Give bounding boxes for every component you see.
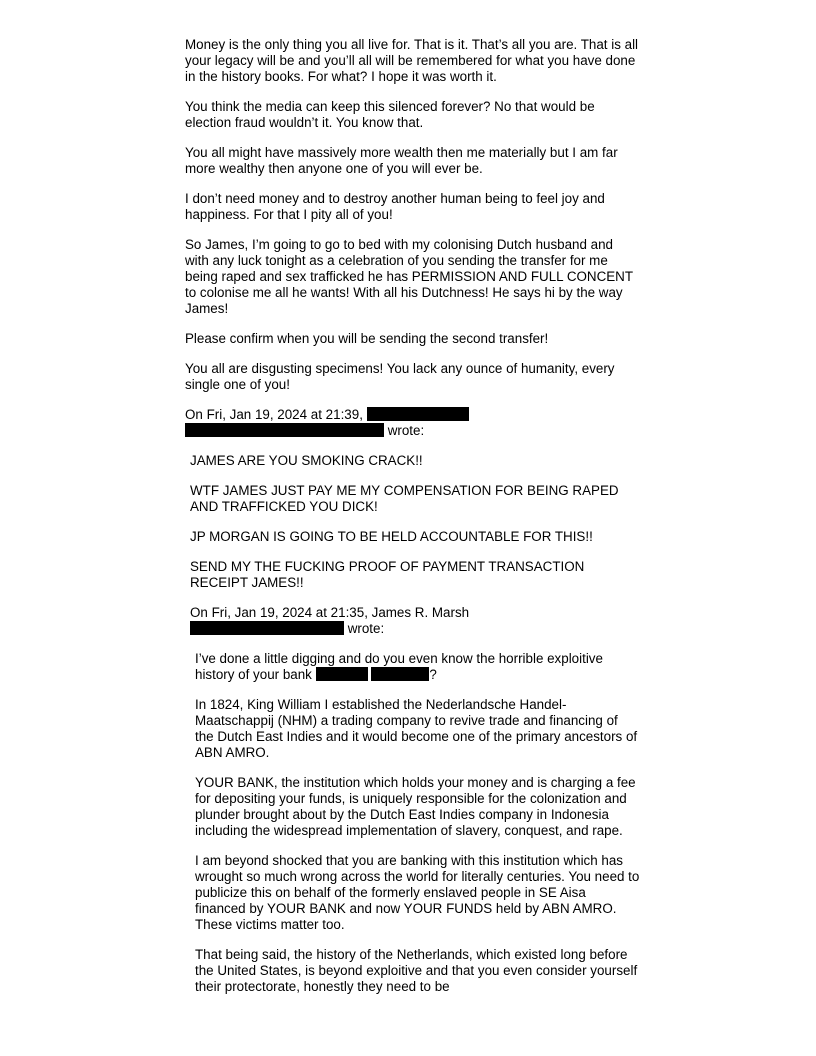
quote-header-prefix: On Fri, Jan 19, 2024 at 21:35, James R. Marsh xyxy=(190,605,470,620)
paragraph: SEND MY THE FUCKING PROOF OF PAYMENT TRANSACTION RECEIPT JAMES!! xyxy=(190,559,585,590)
paragraph: I am beyond shocked that you are banking with this institution which has wrought so much wrong across the world for literally centuries. You need to publicize this on behalf of the formerly enslaved people in SE Aisa financed by YOUR BANK and now YOUR FUNDS held by ABN AMRO. These victims matter too. xyxy=(195,853,640,932)
email-document xyxy=(185,37,640,1009)
outer-message xyxy=(185,37,640,439)
quote-header xyxy=(190,605,640,637)
quote-header-suffix: wrote: xyxy=(347,621,385,636)
paragraph: You all might have massively more wealth then me materially but I am far more wealthy then anyone one of you will ever be. xyxy=(185,145,618,176)
redaction-bar xyxy=(316,667,368,681)
paragraph: YOUR BANK, the institution which holds your money and is charging a fee for depositing your funds, is uniquely responsible for the colonization and plunder brought about by the Dutch East Indies company in Indonesia including the widespread implementation of slavery, conquest, and rape. xyxy=(195,775,636,838)
quote-header-suffix: wrote: xyxy=(387,423,425,438)
paragraph: You think the media can keep this silenced forever? No that would be election fraud wouldn’t it. You know that. xyxy=(185,99,595,130)
quote-header-prefix: On Fri, Jan 19, 2024 at 21:39, xyxy=(185,407,363,422)
redaction-bar xyxy=(367,407,469,421)
quote-header xyxy=(185,407,640,439)
paragraph: I don’t need money and to destroy another human being to feel joy and happiness. For that I pity all of you! xyxy=(185,191,605,222)
paragraph: So James, I’m going to go to bed with my colonising Dutch husband and with any luck tonight as a celebration of you sending the transfer for me being raped and sex trafficked he has PERMISSION AND FULL CONCENT to colonise me all he wants! With all his Dutchness! He says hi by the way James! xyxy=(185,237,633,316)
paragraph: WTF JAMES JUST PAY ME MY COMPENSATION FOR BEING RAPED AND TRAFFICKED YOU DICK! xyxy=(190,483,619,514)
redaction-bar xyxy=(185,423,384,437)
paragraph: Money is the only thing you all live for. That is it. That’s all you are. That is all your legacy will be and you’ll all will be remembered for what you have done in the history books. For what? I hope it was worth it. xyxy=(185,37,639,84)
quoted-reply-1 xyxy=(190,453,640,995)
paragraph: In 1824, King William I established the Nederlandsche Handel-Maatschappij (NHM) a trading company to revive trade and financing of the Dutch East Indies and it would become one of the primary ancestors of ABN AMRO. xyxy=(195,697,638,760)
paragraph: Please confirm when you will be sending the second transfer! xyxy=(185,331,549,346)
quoted-reply-2 xyxy=(195,651,640,995)
paragraph: JAMES ARE YOU SMOKING CRACK!! xyxy=(190,453,423,468)
paragraph: That being said, the history of the Netherlands, which existed long before the United States, is beyond exploitive and that you even consider yourself their protectorate, honestly they need to be xyxy=(195,947,638,994)
redaction-bar xyxy=(190,621,344,635)
paragraph: You all are disgusting specimens! You lack any ounce of humanity, every single one of you! xyxy=(185,361,615,392)
paragraph-text: ? xyxy=(429,667,437,682)
paragraph: JP MORGAN IS GOING TO BE HELD ACCOUNTABLE FOR THIS!! xyxy=(190,529,593,544)
redaction-bar xyxy=(371,667,429,681)
paragraph-text: I’ve done a little digging and do you even know the horrible exploitive history of your bank xyxy=(195,651,603,682)
paragraph xyxy=(195,651,640,683)
